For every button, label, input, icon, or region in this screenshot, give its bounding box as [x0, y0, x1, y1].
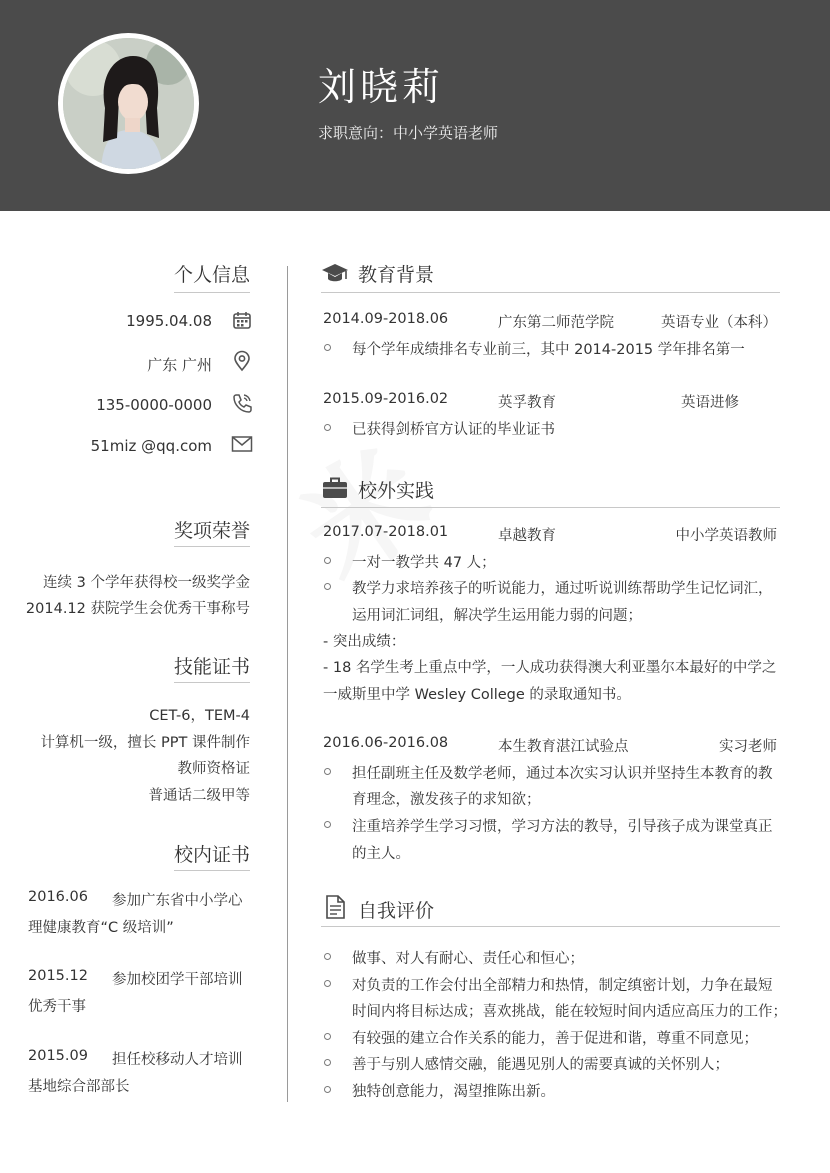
phone-icon [231, 392, 253, 414]
skill-item: 普通话二级甲等 [148, 788, 250, 804]
bullet-dot [324, 583, 331, 590]
practice-role: 中小学英语教师 [675, 528, 777, 544]
section-underline [174, 870, 250, 871]
practice-bullet: 一对一教学共 47 人； [352, 555, 496, 571]
section-underline [321, 292, 780, 293]
practice-bullet-cont: 的主人。 [352, 846, 410, 862]
campus-item: 担任校移动人才培训 [112, 1052, 243, 1068]
bullet-dot [324, 821, 331, 828]
section-title-education: 教育背景 [358, 264, 435, 286]
practice-role: 实习老师 [719, 739, 777, 755]
edu-org: 英孚教育 [498, 395, 556, 411]
practice-note: - 突出成绩： [323, 634, 406, 650]
campus-item-cont: 基地综合部部长 [28, 1079, 130, 1095]
bullet-dot [324, 768, 331, 775]
self-line-cont: 时间内将目标达成；喜欢挑战，能在较短时间内适应高压力的工作； [352, 1004, 787, 1020]
section-underline [174, 682, 250, 683]
practice-org: 本生教育湛江试验点 [498, 739, 629, 755]
candidate-name: 刘晓莉 [318, 65, 445, 109]
practice-bullet: 教学力求培养孩子的听说能力，通过听说训练帮助学生记忆词汇， [352, 581, 773, 597]
briefcase-icon [321, 475, 349, 501]
edu-role: 英语进修 [681, 395, 739, 411]
self-line: 做事、对人有耐心、责任心和恒心； [352, 951, 584, 967]
practice-note: 一威斯里中学 Wesley College 的录取通知书。 [323, 687, 631, 703]
birthday-text: 1995.04.08 [126, 312, 212, 330]
edu-period: 2015.09-2016.02 [323, 391, 449, 407]
section-title-practice: 校外实践 [358, 480, 435, 502]
profile-photo [63, 38, 194, 169]
section-title-skills: 技能证书 [173, 656, 250, 678]
award-item: 2014.12 获院学生会优秀干事称号 [25, 601, 250, 617]
practice-period: 2017.07-2018.01 [323, 524, 449, 540]
campus-date: 2015.12 [28, 968, 88, 984]
campus-item-cont: 理健康教育“C 级培训” [28, 920, 174, 936]
section-underline [174, 546, 250, 547]
email-text: 51miz @qq.com [90, 437, 212, 455]
edu-org: 广东第二师范学院 [498, 315, 614, 331]
edu-period: 2014.09-2018.06 [323, 311, 449, 327]
practice-bullet: 注重培养学生学习习惯，学习方法的教导，引导孩子成为课堂真正 [352, 819, 773, 835]
phone-text: 135-0000-0000 [96, 396, 212, 414]
calendar-icon [231, 310, 253, 332]
document-icon [321, 894, 349, 920]
location-text: 广东 广州 [147, 356, 212, 374]
self-line: 对负责的工作会付出全部精力和热情，制定缜密计划，力争在最短 [352, 978, 773, 994]
skill-item: 教师资格证 [177, 761, 250, 777]
self-line: 善于与别人感情交融，能遇见别人的需要真诚的关怀别人； [352, 1057, 729, 1073]
column-divider [287, 266, 288, 1102]
job-intent: 求职意向：中小学英语老师 [318, 124, 499, 142]
bullet-dot [324, 1086, 331, 1093]
campus-item-cont: 优秀干事 [28, 999, 86, 1015]
skill-item: CET-6，TEM-4 [149, 708, 250, 724]
bullet-dot [324, 557, 331, 564]
bullet-dot [324, 344, 331, 351]
section-title-campus: 校内证书 [173, 844, 250, 866]
bullet-dot [324, 953, 331, 960]
bullet-dot [324, 424, 331, 431]
bullet-dot [324, 1033, 331, 1040]
practice-bullet: 担任副班主任及数学老师，通过本次实习认识并坚持生本教育的教 [352, 766, 773, 782]
self-line: 有较强的建立合作关系的能力，善于促进和谐，尊重不同意见； [352, 1031, 758, 1047]
campus-item: 参加校团学干部培训 [112, 972, 243, 988]
practice-org: 卓越教育 [498, 528, 556, 544]
edu-role: 英语专业（本科） [661, 315, 777, 331]
bullet-dot [324, 1059, 331, 1066]
edu-bullet: 每个学年成绩排名专业前三，其中 2014-2015 学年排名第一 [352, 342, 745, 358]
edu-bullet: 已获得剑桥官方认证的毕业证书 [352, 422, 555, 438]
avatar [58, 33, 199, 174]
mail-icon [231, 433, 253, 455]
bullet-dot [324, 980, 331, 987]
campus-date: 2016.06 [28, 889, 88, 905]
section-title-awards: 奖项荣誉 [173, 520, 250, 542]
practice-bullet-cont: 运用词汇词组，解决学生运用能力弱的问题； [352, 608, 642, 624]
section-underline [321, 507, 780, 508]
campus-date: 2015.09 [28, 1048, 88, 1064]
section-title-self: 自我评价 [358, 900, 435, 922]
section-underline [321, 926, 780, 927]
practice-period: 2016.06-2016.08 [323, 735, 449, 751]
header-banner [0, 0, 830, 211]
location-pin-icon [231, 350, 253, 372]
graduation-cap-icon [321, 260, 349, 286]
section-underline [174, 292, 250, 293]
section-title-personal: 个人信息 [173, 264, 250, 286]
practice-note: - 18 名学生考上重点中学，一人成功获得澳大利亚墨尔本最好的中学之 [323, 660, 777, 676]
campus-item: 参加广东省中小学心 [112, 893, 243, 909]
self-line: 独特创意能力，渴望推陈出新。 [352, 1084, 555, 1100]
skill-item: 计算机一级，擅长 PPT 课件制作 [40, 735, 250, 751]
award-item: 连续 3 个学年获得校一级奖学金 [43, 575, 250, 591]
practice-bullet-cont: 育理念，激发孩子的求知欲； [352, 792, 541, 808]
